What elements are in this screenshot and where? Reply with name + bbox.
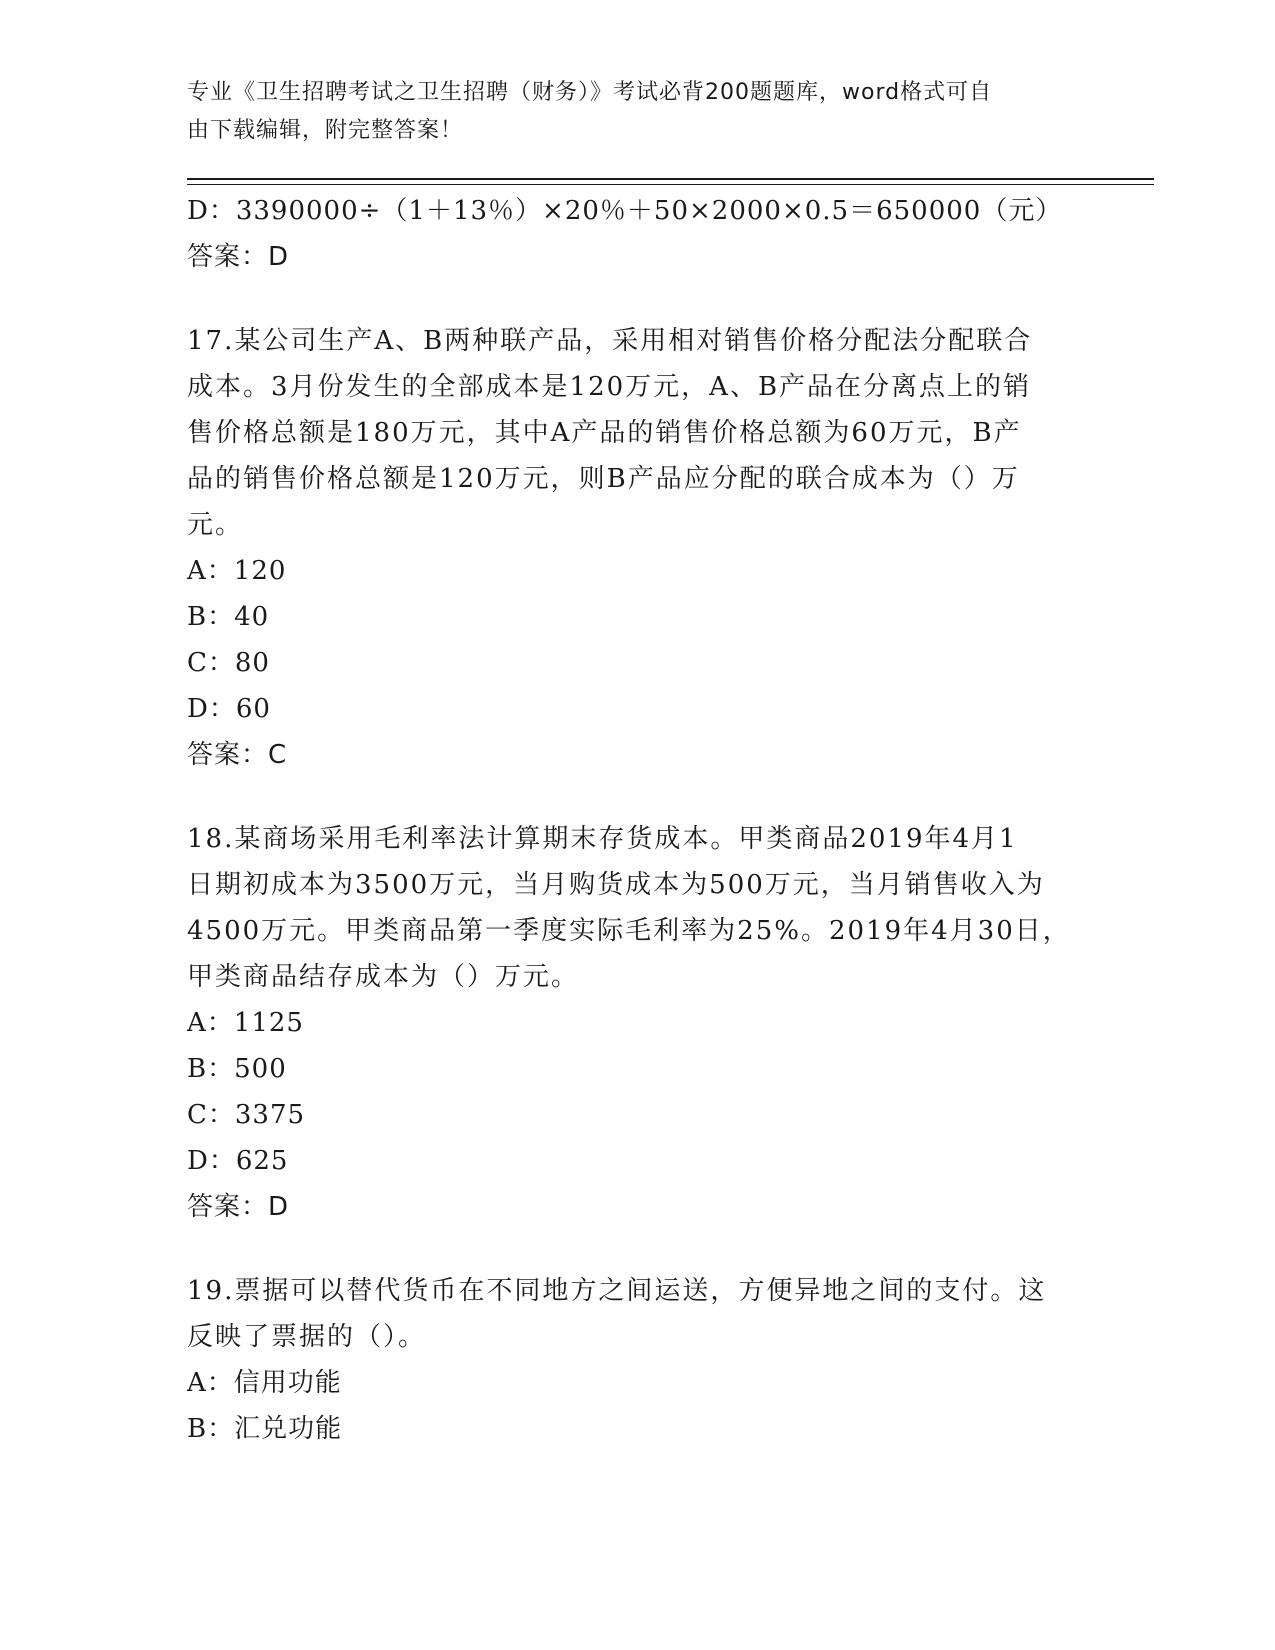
question-stem: [187, 318, 1087, 548]
option-a: A：120: [187, 556, 287, 586]
answer-line: 答案：D: [187, 242, 290, 272]
stem-line: 18.某商场采用毛利率法计算期末存货成本。甲类商品2019年4月1: [187, 824, 1018, 854]
stem-line: 成本。3月份发生的全部成本是120万元，A、B产品在分离点上的销: [187, 372, 1032, 402]
header-line-2: 由下载编辑，附完整答案！: [187, 118, 464, 143]
stem-line: 品的销售价格总额是120万元，则B产品应分配的联合成本为（）万: [187, 464, 1020, 494]
stem-line: 4500万元。甲类商品第一季度实际毛利率为25%。2019年4月30日，: [187, 916, 1071, 946]
question-17: [187, 318, 1087, 778]
previous-question-tail: [187, 188, 1087, 280]
stem-line: 19.票据可以替代货币在不同地方之间运送，方便异地之间的支付。这: [187, 1276, 1047, 1306]
stem-line: 日期初成本为3500万元，当月购货成本为500万元，当月销售收入为: [187, 870, 1045, 900]
stem-line: 甲类商品结存成本为（）万元。: [187, 962, 580, 992]
stem-line: 售价格总额是180万元，其中A产品的销售价格总额为60万元，B产: [187, 418, 1022, 448]
answer-line: 答案：D: [187, 1192, 290, 1222]
answer-line: 答案：C: [187, 740, 288, 770]
stem-line: 反映了票据的（）。: [187, 1322, 427, 1352]
question-stem: [187, 1268, 1087, 1360]
option-c: C：80: [187, 648, 270, 678]
document-body: [187, 188, 1087, 1452]
document-header: [187, 74, 1067, 150]
header-rule-thick: [187, 178, 1154, 180]
option-c: C：3375: [187, 1100, 306, 1130]
option-b: B：500: [187, 1054, 287, 1084]
stem-line: 17.某公司生产A、B两种联产品，采用相对销售价格分配法分配联合: [187, 326, 1033, 356]
option-a: A：1125: [187, 1008, 304, 1038]
option-d: D：625: [187, 1146, 289, 1176]
question-stem: [187, 816, 1087, 1000]
option-b: B：汇兑功能: [187, 1414, 343, 1444]
header-rule-thin: [187, 184, 1154, 185]
option-a: A：信用功能: [187, 1368, 342, 1398]
question-19: [187, 1268, 1087, 1452]
stem-line: 元。: [187, 510, 244, 540]
question-18: [187, 816, 1087, 1230]
option-b: B：40: [187, 602, 270, 632]
option-d: D：3390000÷（1＋13％）×20％＋50×2000×0.5＝650000（元）: [187, 196, 1063, 226]
header-line-1: 专业《卫生招聘考试之卫生招聘（财务）》考试必背200题题库，word格式可自: [187, 80, 993, 105]
option-d: D：60: [187, 694, 271, 724]
